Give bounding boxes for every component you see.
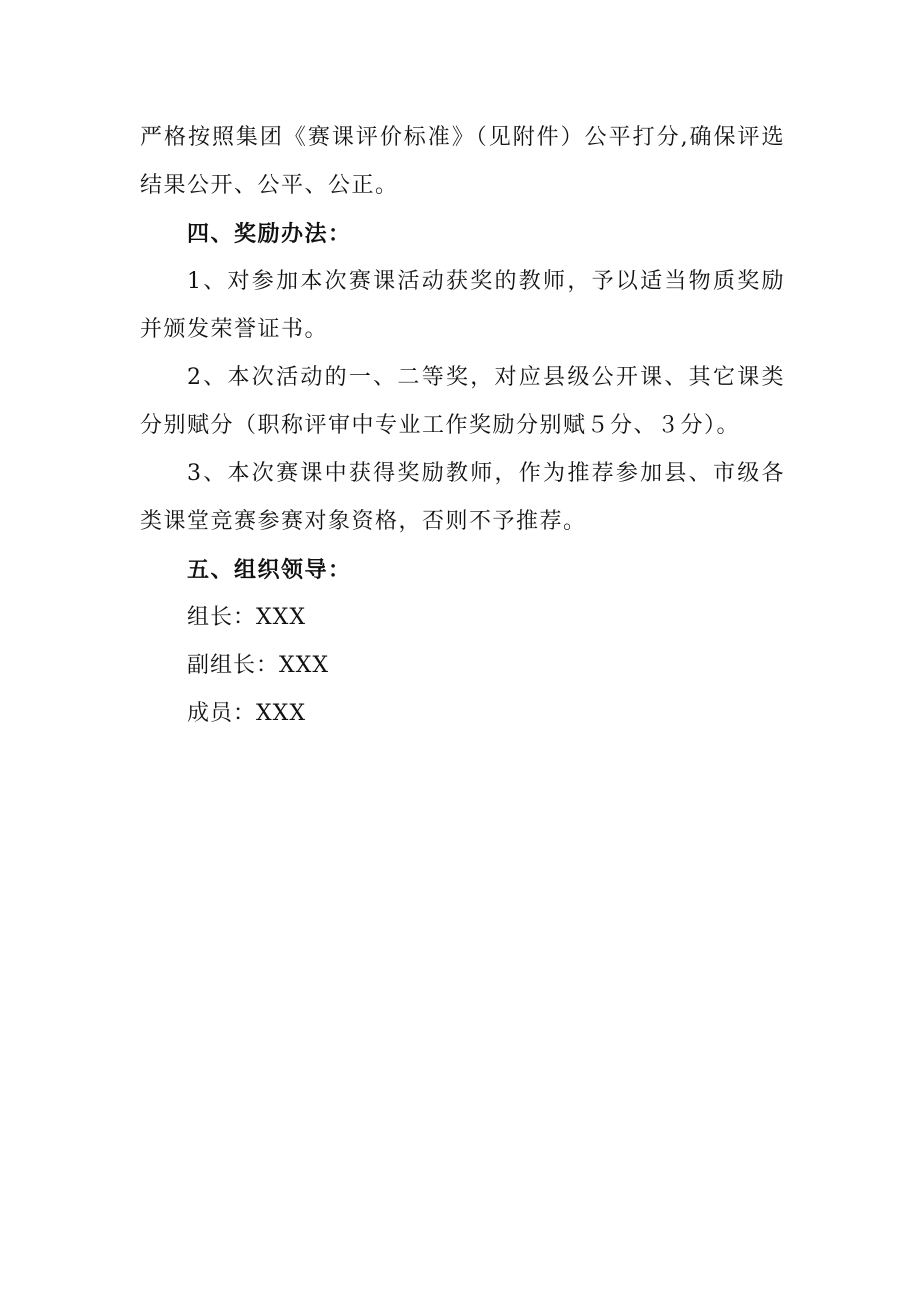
deputy-leader-line: 副组长：XXX xyxy=(187,653,329,678)
section-heading-rewards: 四、奖励办法： xyxy=(187,221,352,247)
section-heading-organization: 五、组织领导： xyxy=(187,557,352,583)
reward-item-3: 3、本次赛课中获得奖励教师，作为推荐参加县、市级各类课堂竞赛参赛对象资格，否则不予推荐。 xyxy=(140,461,785,534)
intro-paragraph: 严格按照集团《赛课评价标准》（见附件）公平打分,确保评选结果公开、公平、公正。 xyxy=(140,125,785,198)
leader-line: 组长：XXX xyxy=(187,605,306,630)
reward-item-1: 1、对参加本次赛课活动获奖的教师，予以适当物质奖励并颁发荣誉证书。 xyxy=(140,269,785,342)
reward-item-2: 2、本次活动的一、二等奖，对应县级公开课、其它课类分别赋分（职称评审中专业工作奖励分别赋５分、３分）。 xyxy=(140,365,785,438)
members-line: 成员：XXX xyxy=(187,701,306,726)
document-body xyxy=(140,114,785,738)
